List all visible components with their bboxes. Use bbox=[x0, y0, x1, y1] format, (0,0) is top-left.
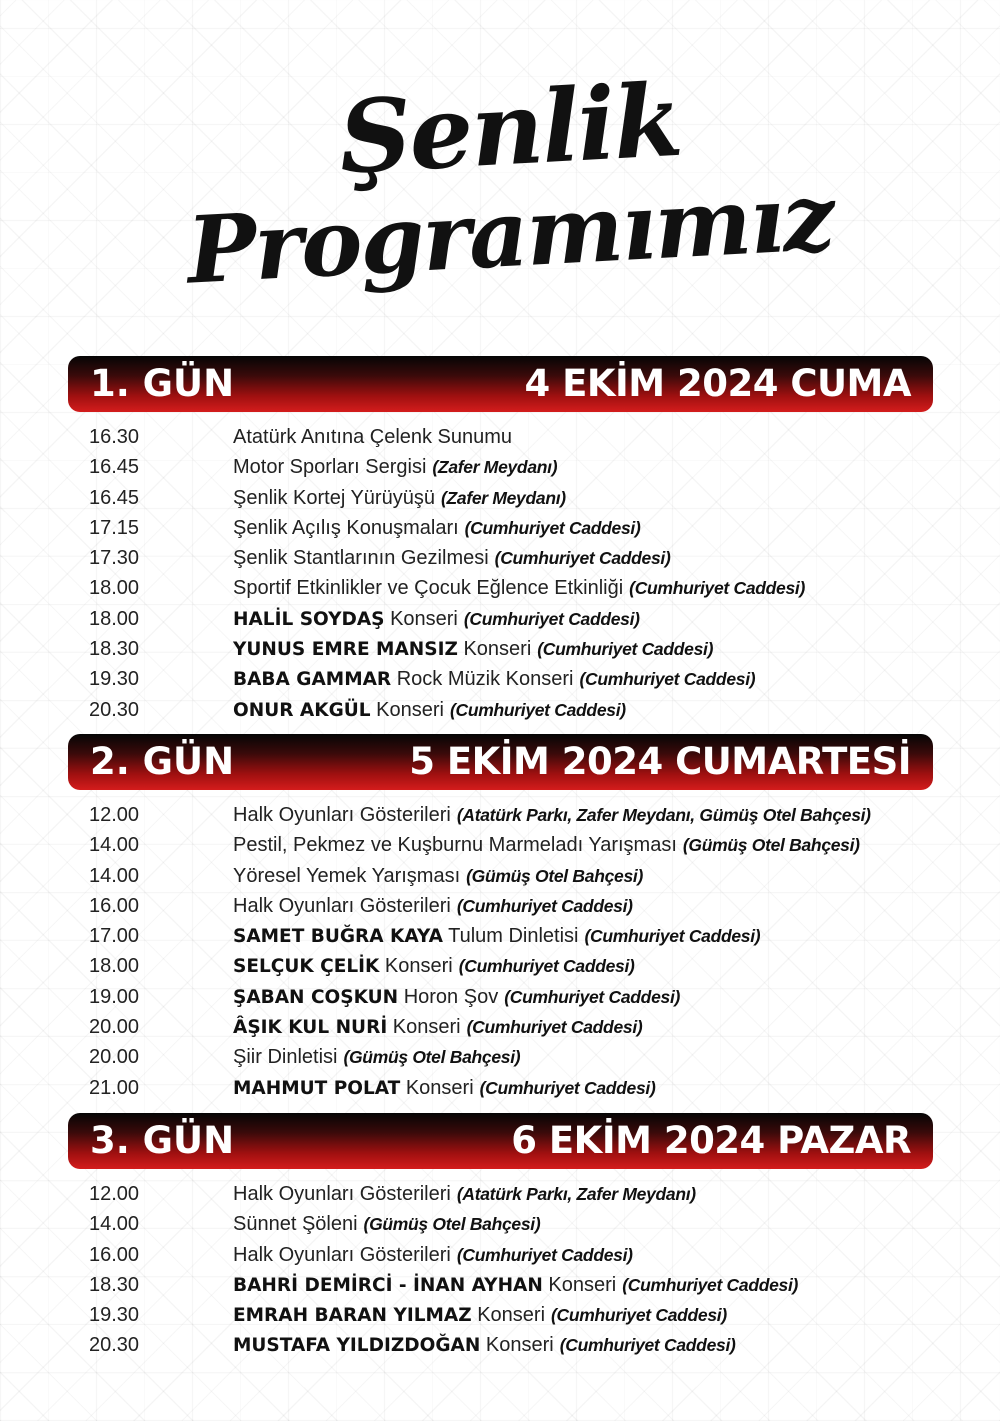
event-title: Konseri bbox=[463, 638, 532, 661]
event-description bbox=[233, 951, 635, 982]
performer-name: ONUR AKGÜL bbox=[233, 699, 371, 721]
event-list bbox=[0, 1179, 1000, 1361]
event-description bbox=[233, 1042, 520, 1072]
event-time: 17.30 bbox=[89, 547, 140, 570]
event-description bbox=[233, 921, 760, 952]
page-title-line-2: Programımız bbox=[184, 162, 836, 305]
event-location: (Gümüş Otel Bahçesi) bbox=[682, 835, 860, 856]
event-title: Pestil, Pekmez ve Kuşburnu Marmeladı Yarışması bbox=[233, 834, 677, 857]
event-time: 12.00 bbox=[89, 804, 140, 826]
event-list bbox=[0, 422, 1000, 725]
event-list bbox=[0, 800, 1000, 1103]
event-time: 18.00 bbox=[89, 607, 140, 630]
event-location: (Gümüş Otel Bahçesi) bbox=[343, 1047, 521, 1068]
day-date: 6 EKİM 2024 PAZAR bbox=[511, 1119, 911, 1162]
event-row bbox=[0, 1300, 1000, 1330]
event-description bbox=[233, 664, 755, 695]
event-location: (Atatürk Parkı, Zafer Meydanı, Gümüş Otel Bahçesi) bbox=[456, 805, 871, 825]
event-time: 14.00 bbox=[89, 834, 140, 857]
day-header bbox=[68, 1113, 933, 1169]
event-time: 14.00 bbox=[89, 864, 140, 887]
event-location: (Cumhuriyet Caddesi) bbox=[504, 986, 681, 1007]
event-location: (Cumhuriyet Caddesi) bbox=[479, 1077, 656, 1098]
event-title: Şenlik Kortej Yürüyüşü bbox=[233, 486, 435, 509]
event-title: Konseri bbox=[548, 1273, 617, 1296]
event-row bbox=[0, 695, 1000, 725]
event-time: 16.30 bbox=[89, 426, 140, 448]
event-row bbox=[0, 1270, 1000, 1300]
event-row bbox=[0, 800, 1000, 830]
event-description bbox=[233, 982, 680, 1013]
performer-name: ÂŞIK KUL NURİ bbox=[233, 1017, 388, 1039]
event-description bbox=[233, 861, 643, 891]
event-title: Konseri bbox=[405, 1076, 474, 1099]
event-title: Konseri bbox=[392, 1016, 461, 1039]
event-time: 18.30 bbox=[89, 1273, 140, 1296]
event-title: Atatürk Anıtına Çelenk Sunumu bbox=[233, 426, 513, 448]
event-row bbox=[0, 664, 1000, 694]
event-description bbox=[233, 543, 671, 573]
day-date: 4 EKİM 2024 CUMA bbox=[524, 362, 911, 405]
event-title: Halk Oyunları Gösterileri bbox=[233, 1243, 451, 1266]
event-location: (Cumhuriyet Caddesi) bbox=[622, 1274, 799, 1295]
event-time: 16.45 bbox=[89, 456, 140, 479]
event-location: (Cumhuriyet Caddesi) bbox=[494, 548, 671, 569]
performer-name: BAHRİ DEMİRCİ - İNAN AYHAN bbox=[233, 1274, 543, 1296]
event-time: 19.30 bbox=[89, 1304, 140, 1327]
event-row bbox=[0, 573, 1000, 603]
event-title: Şenlik Stantlarının Gezilmesi bbox=[233, 547, 489, 570]
performer-name: HALİL SOYDAŞ bbox=[233, 608, 385, 630]
event-location: (Cumhuriyet Caddesi) bbox=[449, 699, 626, 720]
event-row bbox=[0, 1042, 1000, 1072]
event-description bbox=[233, 1073, 655, 1104]
event-location: (Cumhuriyet Caddesi) bbox=[629, 578, 805, 599]
event-title: Tulum Dinletisi bbox=[448, 925, 579, 948]
day-label: 2. GÜN bbox=[90, 740, 235, 783]
event-location: (Cumhuriyet Caddesi) bbox=[464, 517, 641, 538]
event-title: Halk Oyunları Gösterileri bbox=[233, 1183, 451, 1205]
performer-name: YUNUS EMRE MANSIZ bbox=[233, 639, 458, 661]
event-time: 20.00 bbox=[89, 1016, 140, 1039]
event-row bbox=[0, 513, 1000, 543]
performer-name: BABA GAMMAR bbox=[233, 669, 392, 691]
event-location: (Cumhuriyet Caddesi) bbox=[584, 926, 761, 947]
event-description bbox=[233, 1300, 727, 1331]
event-row bbox=[0, 921, 1000, 951]
event-time: 20.30 bbox=[89, 1334, 140, 1357]
event-location: (Cumhuriyet Caddesi) bbox=[456, 1244, 633, 1265]
event-description bbox=[233, 634, 713, 665]
event-row bbox=[0, 543, 1000, 573]
event-description bbox=[233, 1179, 696, 1209]
event-time: 17.15 bbox=[89, 516, 140, 539]
event-row bbox=[0, 1179, 1000, 1209]
performer-name: EMRAH BARAN YILMAZ bbox=[233, 1305, 472, 1327]
page-title-line-1: Şenlik bbox=[336, 60, 684, 197]
event-row bbox=[0, 891, 1000, 921]
event-time: 19.00 bbox=[89, 985, 140, 1008]
event-time: 20.30 bbox=[89, 698, 140, 721]
event-location: (Cumhuriyet Caddesi) bbox=[456, 895, 633, 916]
performer-name: MUSTAFA YILDIZDOĞAN bbox=[233, 1335, 481, 1357]
event-time: 16.00 bbox=[89, 1243, 140, 1266]
event-row bbox=[0, 422, 1000, 452]
event-row bbox=[0, 483, 1000, 513]
event-title: Sünnet Şöleni bbox=[233, 1213, 358, 1236]
event-time: 17.00 bbox=[89, 925, 140, 948]
event-time: 18.00 bbox=[89, 577, 140, 600]
event-time: 21.00 bbox=[89, 1076, 140, 1099]
event-title: Motor Sporları Sergisi bbox=[233, 456, 427, 479]
event-title: Konseri bbox=[477, 1304, 546, 1327]
event-description bbox=[233, 695, 626, 726]
event-location: (Cumhuriyet Caddesi) bbox=[559, 1335, 736, 1356]
event-title: Sportif Etkinlikler ve Çocuk Eğlence Etkinliği bbox=[233, 577, 624, 600]
event-time: 12.00 bbox=[89, 1183, 140, 1205]
event-description bbox=[233, 1012, 642, 1043]
day-date: 5 EKİM 2024 CUMARTESİ bbox=[409, 740, 911, 783]
event-row bbox=[0, 1012, 1000, 1042]
event-row bbox=[0, 1209, 1000, 1239]
event-row bbox=[0, 604, 1000, 634]
event-title: Halk Oyunları Gösterileri bbox=[233, 804, 451, 826]
event-location: (Cumhuriyet Caddesi) bbox=[579, 669, 756, 690]
event-time: 18.30 bbox=[89, 638, 140, 661]
event-description bbox=[233, 513, 640, 543]
event-title: Konseri bbox=[384, 955, 453, 978]
event-row bbox=[0, 951, 1000, 981]
performer-name: ŞABAN COŞKUN bbox=[233, 986, 399, 1008]
event-description bbox=[233, 891, 633, 921]
event-time: 16.00 bbox=[89, 894, 140, 917]
performer-name: MAHMUT POLAT bbox=[233, 1077, 401, 1099]
event-location: (Cumhuriyet Caddesi) bbox=[551, 1305, 727, 1326]
event-location: (Gümüş Otel Bahçesi) bbox=[466, 865, 643, 886]
day-header bbox=[68, 356, 933, 412]
event-location: (Zafer Meydanı) bbox=[440, 487, 566, 508]
event-row bbox=[0, 634, 1000, 664]
event-location: (Zafer Meydanı) bbox=[432, 457, 558, 478]
event-description bbox=[233, 1209, 540, 1239]
performer-name: SAMET BUĞRA KAYA bbox=[233, 926, 443, 948]
event-title: Horon Şov bbox=[403, 985, 499, 1008]
event-location: (Atatürk Parkı, Zafer Meydanı) bbox=[456, 1184, 696, 1204]
event-description bbox=[233, 830, 860, 860]
event-row bbox=[0, 830, 1000, 860]
day-header bbox=[68, 734, 933, 790]
event-location: (Cumhuriyet Caddesi) bbox=[466, 1017, 643, 1038]
performer-name: SELÇUK ÇELİK bbox=[233, 956, 380, 978]
event-row bbox=[0, 1330, 1000, 1360]
event-time: 18.00 bbox=[89, 955, 140, 978]
event-title: Konseri bbox=[485, 1334, 554, 1357]
event-description bbox=[233, 573, 805, 603]
event-row bbox=[0, 452, 1000, 482]
event-title: Konseri bbox=[376, 698, 444, 721]
event-description bbox=[233, 422, 512, 452]
event-time: 14.00 bbox=[89, 1213, 140, 1236]
event-time: 20.00 bbox=[89, 1046, 140, 1069]
event-time: 19.30 bbox=[89, 668, 140, 691]
event-description bbox=[233, 1330, 736, 1361]
event-location: (Cumhuriyet Caddesi) bbox=[458, 956, 635, 977]
event-title: Konseri bbox=[390, 607, 458, 630]
event-title: Rock Müzik Konseri bbox=[396, 668, 574, 691]
event-description bbox=[233, 604, 640, 635]
event-description bbox=[233, 483, 566, 513]
event-time: 16.45 bbox=[89, 486, 140, 509]
event-description bbox=[233, 800, 871, 830]
event-row bbox=[0, 1073, 1000, 1103]
event-location: (Gümüş Otel Bahçesi) bbox=[363, 1214, 541, 1235]
event-description bbox=[233, 452, 557, 482]
event-description bbox=[233, 1240, 633, 1270]
event-description bbox=[233, 1270, 798, 1301]
event-row bbox=[0, 861, 1000, 891]
event-title: Yöresel Yemek Yarışması bbox=[233, 864, 461, 887]
day-label: 1. GÜN bbox=[90, 362, 235, 405]
event-row bbox=[0, 1240, 1000, 1270]
event-title: Şiir Dinletisi bbox=[233, 1046, 338, 1069]
event-title: Şenlik Açılış Konuşmaları bbox=[233, 516, 459, 539]
event-row bbox=[0, 982, 1000, 1012]
event-location: (Cumhuriyet Caddesi) bbox=[463, 608, 640, 629]
day-label: 3. GÜN bbox=[90, 1119, 235, 1162]
event-title: Halk Oyunları Gösterileri bbox=[233, 894, 451, 917]
event-location: (Cumhuriyet Caddesi) bbox=[537, 639, 714, 660]
